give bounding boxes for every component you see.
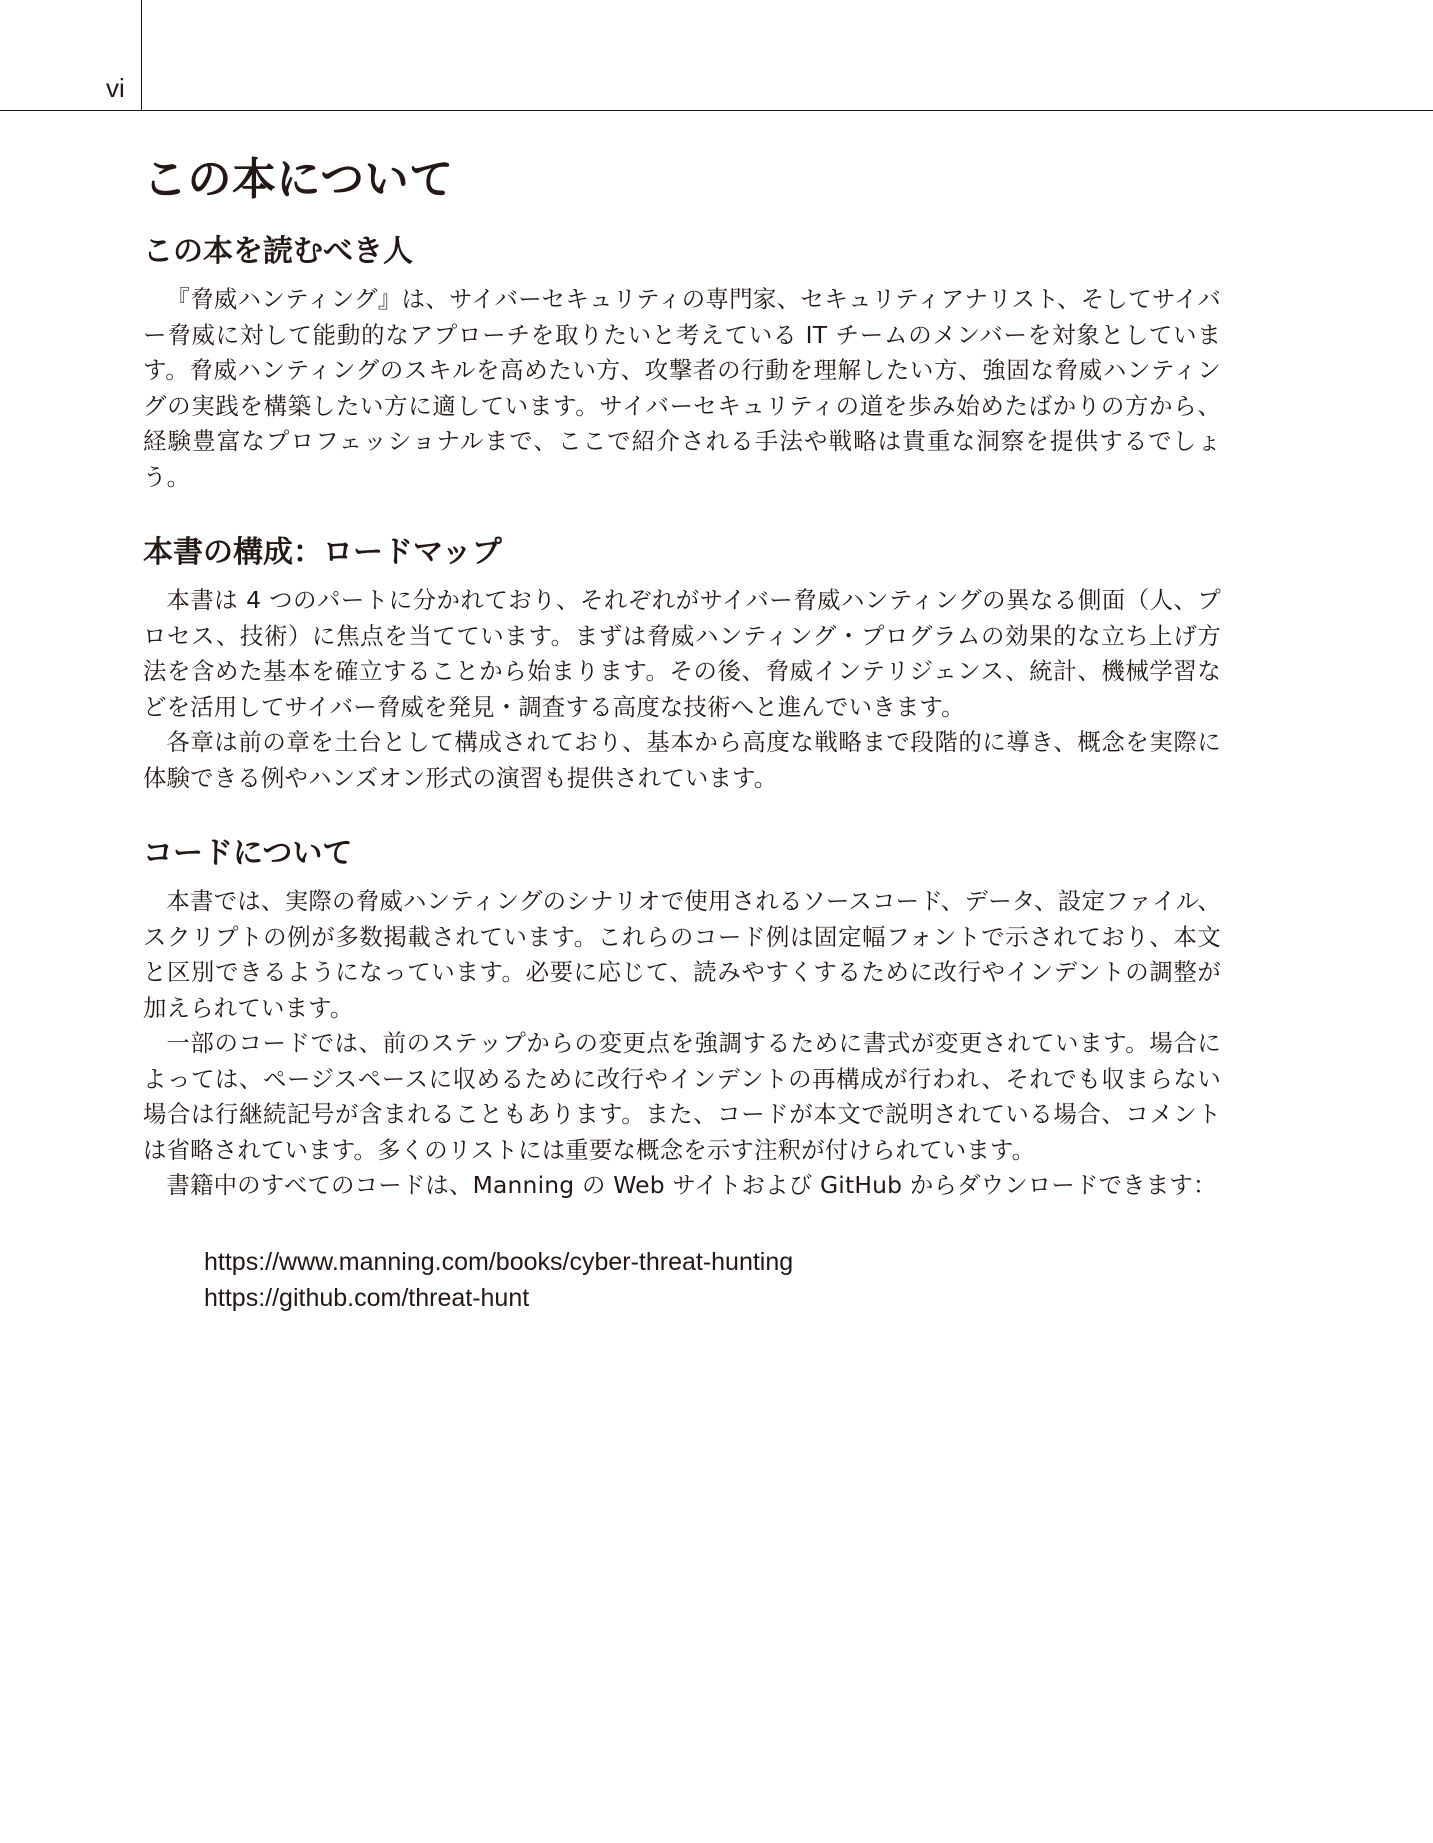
header-vertical-rule	[141, 0, 142, 111]
section-code	[143, 832, 1221, 1316]
section-roadmap	[143, 531, 1221, 796]
manning-url-link[interactable]: https://www.manning.com/books/cyber-threat-hunting	[204, 1247, 794, 1276]
github-url-link[interactable]: https://github.com/threat-hunt	[204, 1283, 530, 1312]
section-title-audience: この本を読むべき人	[143, 234, 413, 269]
page-number: vi	[106, 73, 125, 103]
paragraph: 『脅威ハンティング』は、サイバーセキュリティの専門家、セキュリティアナリスト、そしてサイバー脅威に対して能動的なアプローチを取りたいと考えている IT チームのメンバーを対象としています。脅威ハンティングのスキルを高めたい方、攻撃者の行動を理解したい方、強固な脅威ハンティングの実践を構築したい方に適しています。サイバーセキュリティの道を歩み始めたばかりの方から、経験豊富なプロフェッショナルまで、ここで紹介される手法や戦略は貴重な洞察を提供するでしょう。	[143, 285, 1221, 491]
chapter-title: この本について	[143, 154, 454, 205]
header-horizontal-rule	[0, 110, 1433, 111]
section-title-code: コードについて	[143, 836, 353, 871]
paragraph: 各章は前の章を土台として構成されており、基本から高度な戦略まで段階的に導き、概念を実際に体験できる例やハンズオン形式の演習も提供されています。	[143, 728, 1221, 792]
paragraph: 書籍中のすべてのコードは、Manning の Web サイトおよび GitHub からダウンロードできます：	[166, 1171, 1217, 1199]
paragraph: 本書は 4 つのパートに分かれており、それぞれがサイバー脅威ハンティングの異なる側面（人、プロセス、技術）に焦点を当てています。まずは脅威ハンティング・プログラムの効果的な立ち上げ方法を含めた基本を確立することから始まります。その後、脅威インテリジェンス、統計、機械学習などを活用してサイバー脅威を発見・調査する高度な技術へと進んでいきます。	[143, 586, 1221, 721]
page-content	[143, 150, 1221, 1316]
paragraph: 本書では、実際の脅威ハンティングのシナリオで使用されるソースコード、データ、設定ファイル、スクリプトの例が多数掲載されています。これらのコード例は固定幅フォントで示されており、本文と区別できるようになっています。必要に応じて、読みやすくするために改行やインデントの調整が加えられています。	[143, 887, 1221, 1022]
paragraph: 一部のコードでは、前のステップからの変更点を強調するために書式が変更されています。場合によっては、ページスペースに収めるために改行やインデントの再構成が行われ、それでも収まらない場合は行継続記号が含まれることもあります。また、コードが本文で説明されている場合、コメントは省略されています。多くのリストには重要な概念を示す注釈が付けられています。	[143, 1029, 1221, 1164]
section-title-roadmap: 本書の構成：ロードマップ	[143, 535, 502, 570]
section-audience	[143, 230, 1221, 495]
url-list	[143, 1244, 1221, 1316]
